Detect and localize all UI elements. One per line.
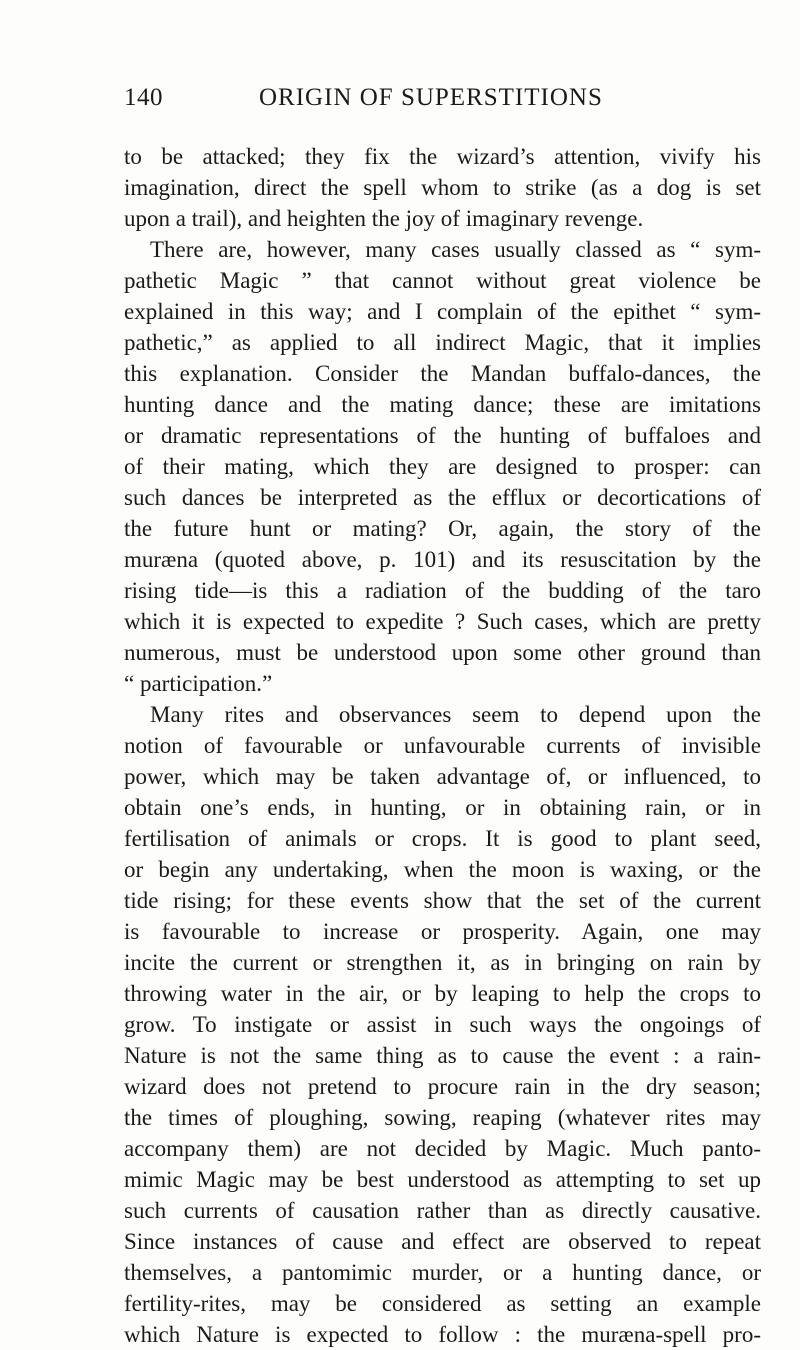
text-line: incite the current or strengthen it, as in bringing on rain by <box>124 950 761 975</box>
text-line: power, which may be taken advantage of, or influenced, to <box>124 764 761 789</box>
text-line: fertility-rites, may be considered as setting an example <box>124 1291 761 1316</box>
text-line: upon a trail), and heighten the joy of imaginary revenge. <box>124 206 644 231</box>
text-line: imagination, direct the spell whom to strike (as a dog is set <box>124 175 761 200</box>
text-line: such currents of causation rather than as directly causative. <box>124 1198 761 1223</box>
text-line: accompany them) are not decided by Magic. Much panto- <box>124 1136 761 1161</box>
text-line: There are, however, many cases usually classed as “ sym- <box>150 237 761 262</box>
book-page <box>124 84 761 1350</box>
text-line: pathetic Magic ” that cannot without great violence be <box>124 268 761 293</box>
text-line: such dances be interpreted as the efflux or decortications of <box>124 485 761 510</box>
text-line: the times of ploughing, sowing, reaping (whatever rites may <box>124 1105 761 1130</box>
text-line: numerous, must be understood upon some other ground than <box>124 640 761 665</box>
running-title: ORIGIN OF SUPERSTITIONS <box>259 84 603 111</box>
text-line: rising tide—is this a radiation of the budding of the taro <box>124 578 761 603</box>
text-line: wizard does not pretend to procure rain in the dry season; <box>124 1074 761 1099</box>
text-line: “ participation.” <box>124 671 273 696</box>
text-line: fertilisation of animals or crops. It is good to plant seed, <box>124 826 761 851</box>
text-line: or begin any undertaking, when the moon is waxing, or the <box>124 857 761 882</box>
text-line: pathetic,” as applied to all indirect Magic, that it implies <box>124 330 761 355</box>
text-line: themselves, a pantomimic murder, or a hunting dance, or <box>124 1260 761 1285</box>
text-line: explained in this way; and I complain of the epithet “ sym- <box>124 299 761 324</box>
text-line: tide rising; for these events show that the set of the current <box>124 888 761 913</box>
text-line: Many rites and observances seem to depend upon the <box>150 702 761 727</box>
text-line: this explanation. Consider the Mandan buffalo-dances, the <box>124 361 761 386</box>
text-line: throwing water in the air, or by leaping to help the crops to <box>124 981 761 1006</box>
text-line: to be attacked; they fix the wizard’s attention, vivify his <box>124 144 761 169</box>
text-line: which it is expected to expedite ? Such cases, which are pretty <box>124 609 761 634</box>
text-line: or dramatic representations of the hunting of buffaloes and <box>124 423 761 448</box>
text-line: Since instances of cause and effect are observed to repeat <box>124 1229 761 1254</box>
text-line: Nature is not the same thing as to cause the event : a rain- <box>124 1043 761 1068</box>
text-line: of their mating, which they are designed to prosper: can <box>124 454 761 479</box>
text-line: mimic Magic may be best understood as attempting to set up <box>124 1167 761 1192</box>
text-line: notion of favourable or unfavourable currents of invisible <box>124 733 761 758</box>
text-line: which Nature is expected to follow : the muræna-spell pro- <box>124 1322 761 1347</box>
running-head <box>124 84 761 124</box>
text-line: obtain one’s ends, in hunting, or in obtaining rain, or in <box>124 795 761 820</box>
page-number: 140 <box>124 84 163 111</box>
text-line: grow. To instigate or assist in such ways the ongoings of <box>124 1012 761 1037</box>
text-line: hunting dance and the mating dance; these are imitations <box>124 392 761 417</box>
text-line: the future hunt or mating? Or, again, the story of the <box>124 516 761 541</box>
body-text <box>124 141 761 1350</box>
text-line: muræna (quoted above, p. 101) and its resuscitation by the <box>124 547 761 572</box>
text-line: is favourable to increase or prosperity. Again, one may <box>124 919 761 944</box>
